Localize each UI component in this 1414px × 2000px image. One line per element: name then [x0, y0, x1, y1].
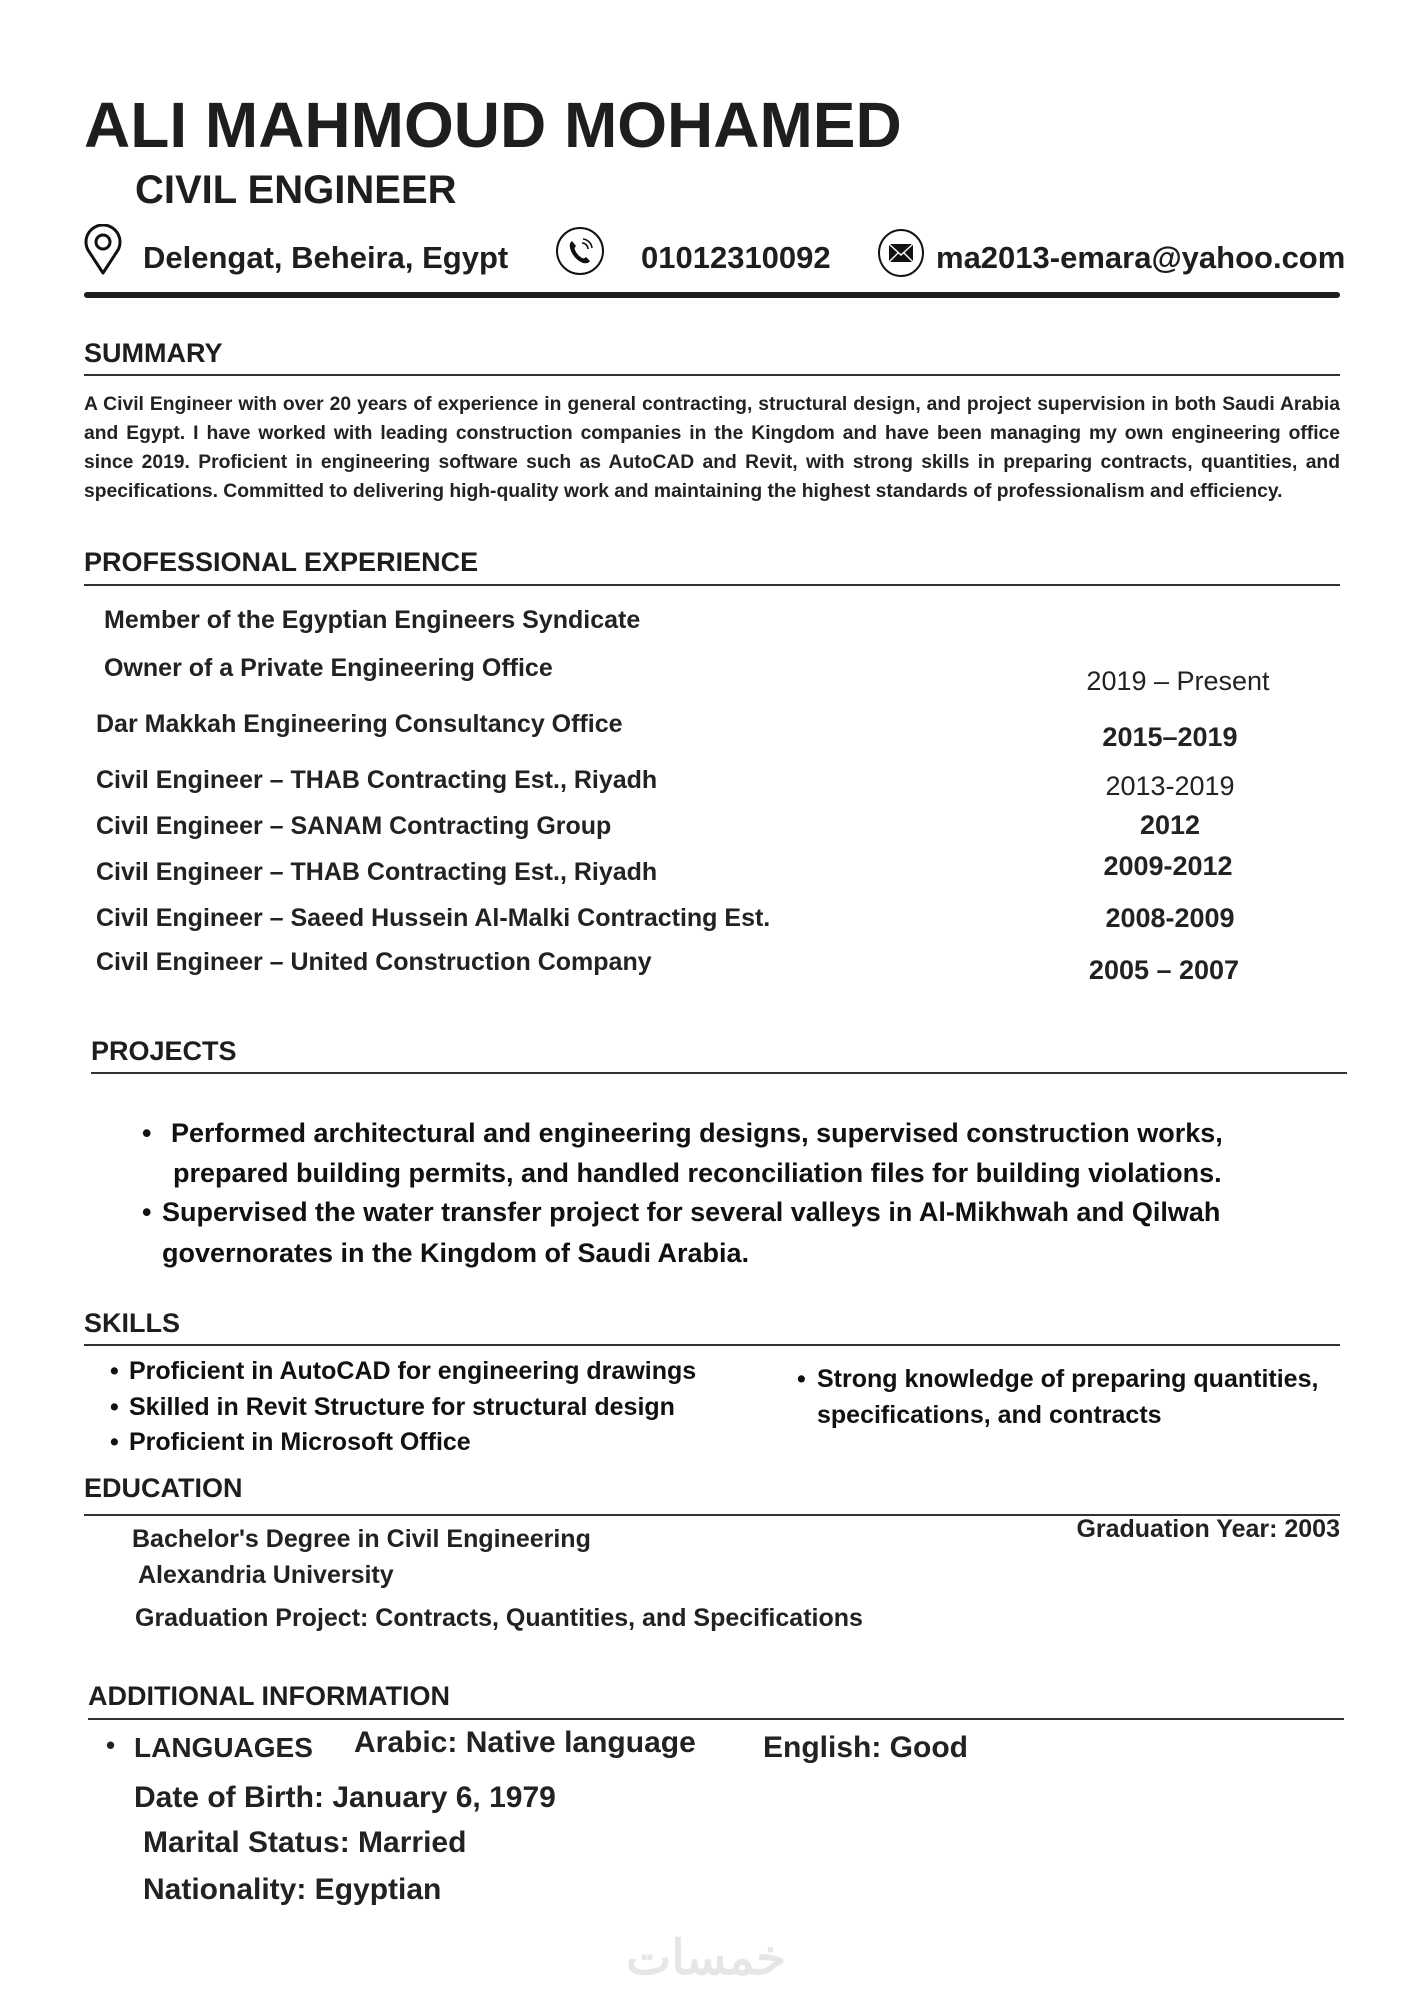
- experience-dates: 2012: [1139, 810, 1201, 840]
- skill-item-continued: specifications, and contracts: [817, 1401, 1162, 1429]
- project-item-line: Performed architectural and engineering designs, supervised construction works,: [171, 1118, 1223, 1148]
- summary-text: A Civil Engineer with over 20 years of experience in general contracting, structural design, and project supervision in both Saudi Arabia and Egypt. I have worked with leading construction companies in the Kingdom and have been managing my own engineering office since 2019. Proficient in engineering software such as AutoCAD and Revit, with strong skills in preparing contracts, quantities, and specifications. Committed to delivering high-quality work and maintaining the highest standards of professionalism and efficiency.: [84, 394, 1340, 502]
- bullet: •: [110, 1393, 119, 1421]
- date-of-birth: Date of Birth: January 6, 1979: [134, 1781, 556, 1814]
- experience-heading: PROFESSIONAL EXPERIENCE: [84, 547, 479, 577]
- experience-rule: [84, 584, 1340, 586]
- experience-role: Owner of a Private Engineering Office: [104, 654, 553, 682]
- experience-dates: 2019 – Present: [1086, 666, 1270, 696]
- project-item-line: governorates in the Kingdom of Saudi Arabia.: [162, 1238, 750, 1268]
- project-item-line: Supervised the water transfer project for several valleys in Al-Mikhwah and Qilwah: [162, 1197, 1221, 1227]
- experience-role: Civil Engineer – THAB Contracting Est., Riyadh: [96, 858, 658, 886]
- nationality: Nationality: Egyptian: [143, 1873, 442, 1906]
- bullet: •: [110, 1357, 119, 1385]
- location-text: Delengat, Beheira, Egypt: [143, 240, 509, 275]
- experience-dates: 2008-2009: [1105, 903, 1235, 933]
- degree: Bachelor's Degree in Civil Engineering: [132, 1525, 591, 1553]
- bullet: •: [142, 1197, 152, 1227]
- additional-rule: [88, 1718, 1344, 1720]
- experience-dates: 2013-2019: [1105, 771, 1235, 801]
- projects-rule: [91, 1072, 1347, 1074]
- university: Alexandria University: [138, 1561, 394, 1589]
- job-title: CIVIL ENGINEER: [135, 168, 457, 212]
- location-pin-icon: [82, 224, 124, 281]
- bullet: •: [142, 1118, 152, 1148]
- candidate-name: ALI MAHMOUD MOHAMED: [84, 89, 902, 161]
- experience-role: Civil Engineer – SANAM Contracting Group: [96, 812, 612, 840]
- languages-label: LANGUAGES: [134, 1732, 313, 1763]
- summary-rule: [84, 374, 1340, 376]
- experience-dates: 2015–2019: [1102, 722, 1238, 752]
- skill-item: Strong knowledge of preparing quantities,: [817, 1365, 1319, 1393]
- watermark-logo: خمسات: [626, 1932, 787, 1985]
- marital-status: Marital Status: Married: [143, 1826, 467, 1859]
- experience-dates: 2005 – 2007: [1088, 955, 1240, 985]
- additional-heading: ADDITIONAL INFORMATION: [88, 1681, 450, 1711]
- graduation-project: Graduation Project: Contracts, Quantities, and Specifications: [135, 1604, 863, 1632]
- experience-role: Member of the Egyptian Engineers Syndicate: [104, 606, 641, 634]
- skill-item: Proficient in Microsoft Office: [129, 1428, 471, 1456]
- header-divider: [84, 292, 1340, 298]
- project-item-line: prepared building permits, and handled reconciliation files for building violations.: [173, 1158, 1222, 1188]
- bullet: •: [106, 1730, 116, 1760]
- email-link[interactable]: ma2013-emara@yahoo.com: [936, 240, 1346, 275]
- experience-role: Civil Engineer – THAB Contracting Est., Riyadh: [96, 766, 658, 794]
- phone-text[interactable]: 01012310092: [641, 240, 831, 275]
- summary-heading: SUMMARY: [84, 338, 223, 368]
- skill-item: Proficient in AutoCAD for engineering drawings: [129, 1357, 697, 1385]
- projects-heading: PROJECTS: [91, 1036, 237, 1066]
- phone-icon: [555, 226, 605, 281]
- graduation-year: Graduation Year: 2003: [1076, 1515, 1340, 1543]
- skills-heading: SKILLS: [84, 1308, 181, 1338]
- bullet: •: [110, 1428, 119, 1456]
- language-english: English: Good: [763, 1731, 968, 1764]
- experience-dates: 2009-2012: [1103, 851, 1233, 881]
- skills-rule: [84, 1344, 1340, 1346]
- experience-role: Civil Engineer – Saeed Hussein Al-Malki Contracting Est.: [96, 904, 771, 932]
- experience-role: Dar Makkah Engineering Consultancy Office: [96, 710, 623, 738]
- education-heading: EDUCATION: [84, 1473, 243, 1503]
- language-arabic: Arabic: Native language: [354, 1726, 696, 1759]
- envelope-icon: [877, 228, 925, 283]
- experience-role: Civil Engineer – United Construction Company: [96, 948, 652, 976]
- skill-item: Skilled in Revit Structure for structural design: [129, 1393, 675, 1421]
- bullet: •: [797, 1365, 806, 1393]
